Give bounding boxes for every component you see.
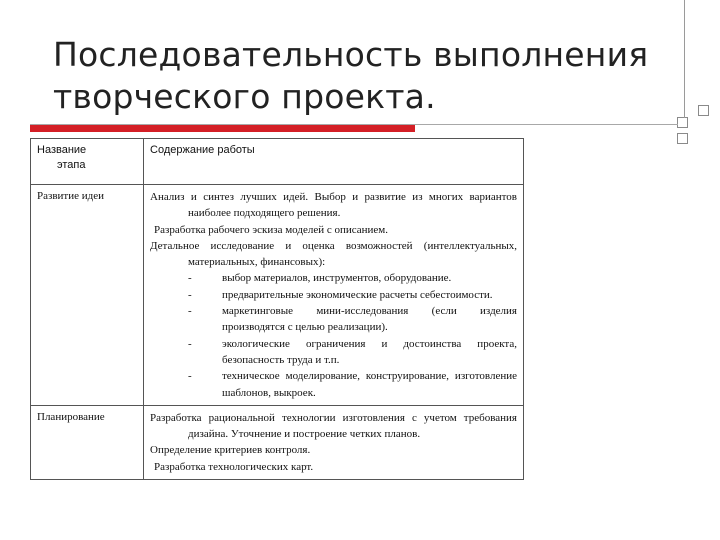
table-header-row [31, 139, 524, 185]
content-paragraph: Разработка технологических карт. [154, 460, 314, 473]
header-stage-name-line-2: этапа [57, 159, 86, 171]
table-row [31, 185, 524, 406]
decor-square-3 [677, 133, 688, 144]
content-paragraph: Разработка рациональной технологии изготовления с учетом требования дизайна. Уточнение и построение четких планов. [150, 411, 517, 441]
content-paragraph: Определение критериев контроля. [150, 444, 311, 457]
decor-vertical-line [684, 0, 685, 118]
list-item: - экологические ограничения и достоинства проекта, безопасность труда и т.п. [222, 336, 517, 369]
list-item: - маркетинговые мини-исследования (если изделия производятся с целью реализации). [222, 303, 517, 336]
stages-table [30, 138, 524, 480]
content-paragraph: Разработка рабочего эскиза моделей с описанием. [154, 223, 389, 236]
stage-content-cell [144, 405, 524, 479]
header-stage-name [31, 139, 144, 185]
list-item: - техническое моделирование, конструирование, изготовление шаблонов, выкроек. [222, 368, 517, 401]
stage-content-cell [144, 185, 524, 406]
list-item: - выбор материалов, инструментов, оборудование. [222, 270, 517, 286]
content-paragraph: Анализ и синтез лучших идей. Выбор и развитие из многих вариантов наиболее подходящего решения. [150, 191, 517, 220]
decor-square-2 [698, 105, 709, 116]
stage-name-cell: Развитие идеи [31, 185, 144, 406]
slide-title-line-2: творческого проекта. [53, 77, 436, 116]
slide-title [53, 34, 673, 118]
content-dash-list [150, 270, 517, 400]
stage-name-cell: Планирование [31, 405, 144, 479]
title-accent-bar [30, 125, 415, 132]
header-content: Содержание работы [144, 139, 524, 185]
table-row [31, 405, 524, 479]
header-stage-name-line-1: Название [37, 144, 87, 156]
decor-square-1 [677, 117, 688, 128]
slide-title-line-1: Последовательность выполнения [53, 35, 649, 74]
list-item: - предварительные экономические расчеты себестоимости. [222, 287, 517, 303]
content-paragraph: Детальное исследование и оценка возможностей (интеллектуальных, материальных, финансовых): [150, 239, 517, 269]
